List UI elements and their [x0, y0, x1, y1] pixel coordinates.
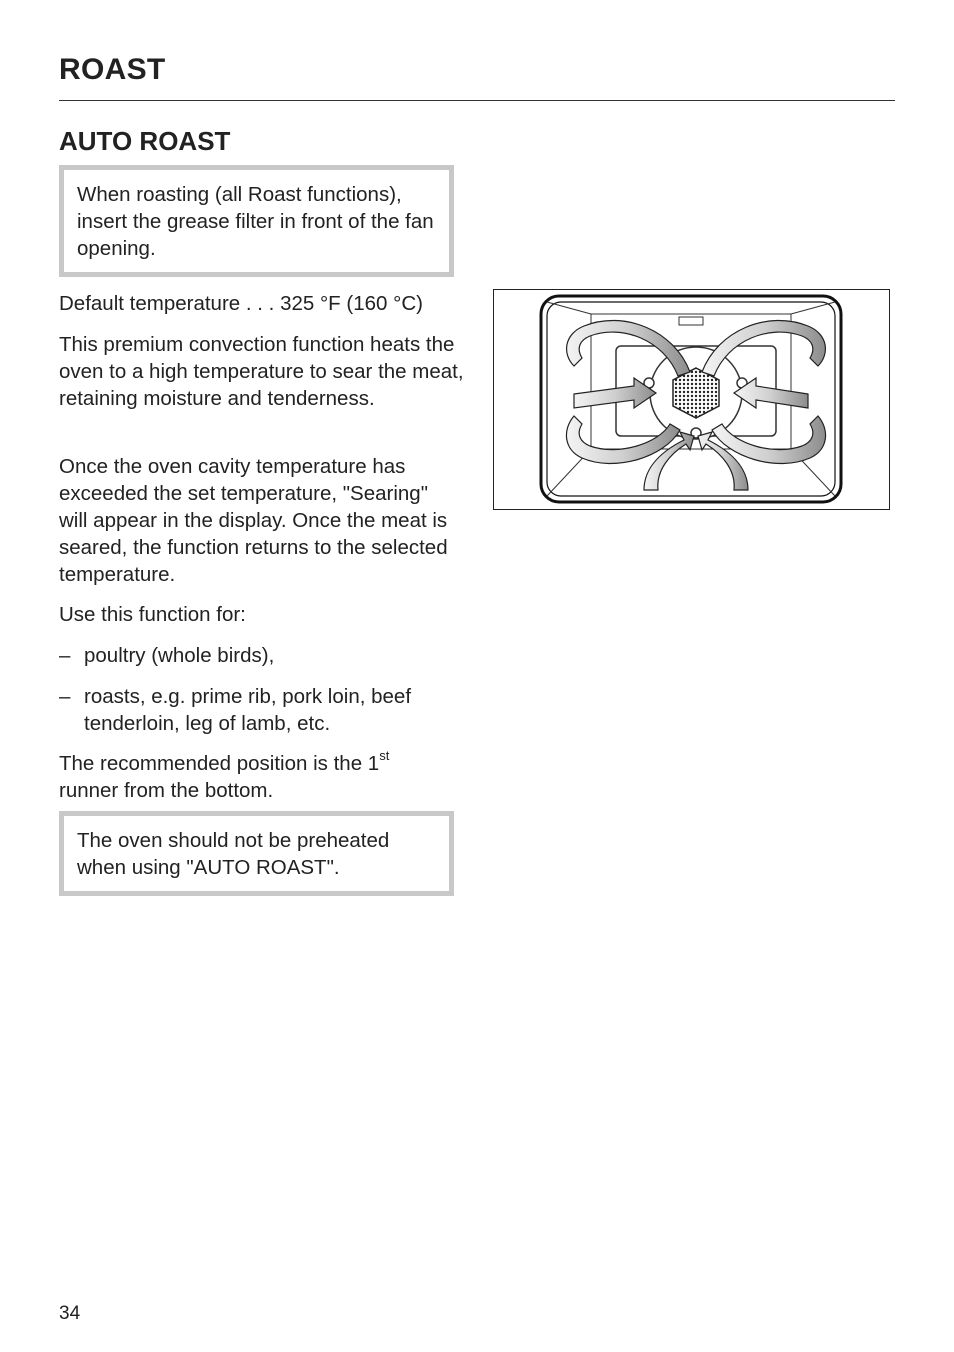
title-divider [59, 100, 895, 101]
grease-filter-note-text: When roasting (all Roast functions), insert the grease filter in front of the fan opening. [77, 183, 434, 260]
position-superscript: st [379, 748, 390, 763]
section-title: AUTO ROAST [59, 126, 231, 156]
position-text-before: The recommended position is the 1 [59, 752, 380, 775]
searing-text: Once the oven cavity temperature has exceeded the set temperature, "Searing" will appear in the display. Once the meat is seared, the function returns to the selected temperature. [59, 455, 448, 586]
grease-filter-note [59, 165, 454, 277]
page-number: 34 [59, 1303, 81, 1324]
preheat-note [59, 811, 454, 896]
position-paragraph [59, 750, 449, 804]
list-item-text: roasts, e.g. prime rib, pork loin, beef tenderloin, leg of lamb, etc. [84, 685, 412, 735]
searing-paragraph [59, 453, 459, 588]
description-text: This premium convection function heats the oven to a high temperature to sear the meat, retaining moisture and tenderness. [59, 333, 464, 410]
preheat-note-text: The oven should not be preheated when using "AUTO ROAST". [77, 829, 390, 879]
default-temperature [59, 290, 469, 317]
oven-airflow-diagram-icon [494, 290, 888, 508]
oven-airflow-figure [493, 289, 890, 510]
list-item [59, 683, 461, 737]
bullet-dash: – [59, 685, 71, 708]
position-text-after: runner from the bottom. [59, 779, 274, 802]
page-title: ROAST [59, 53, 166, 86]
use-for-text: Use this function for: [59, 603, 246, 626]
use-for-paragraph [59, 601, 469, 628]
list-item [59, 642, 469, 669]
default-temperature-dots: . . . [245, 292, 275, 315]
description-paragraph [59, 331, 469, 412]
position-text [59, 750, 449, 804]
default-temperature-value: 325 °F (160 °C) [280, 292, 423, 315]
bullet-dash: – [59, 644, 71, 667]
default-temperature-label: Default temperature [59, 292, 241, 315]
list-item-text: poultry (whole birds), [84, 644, 275, 667]
